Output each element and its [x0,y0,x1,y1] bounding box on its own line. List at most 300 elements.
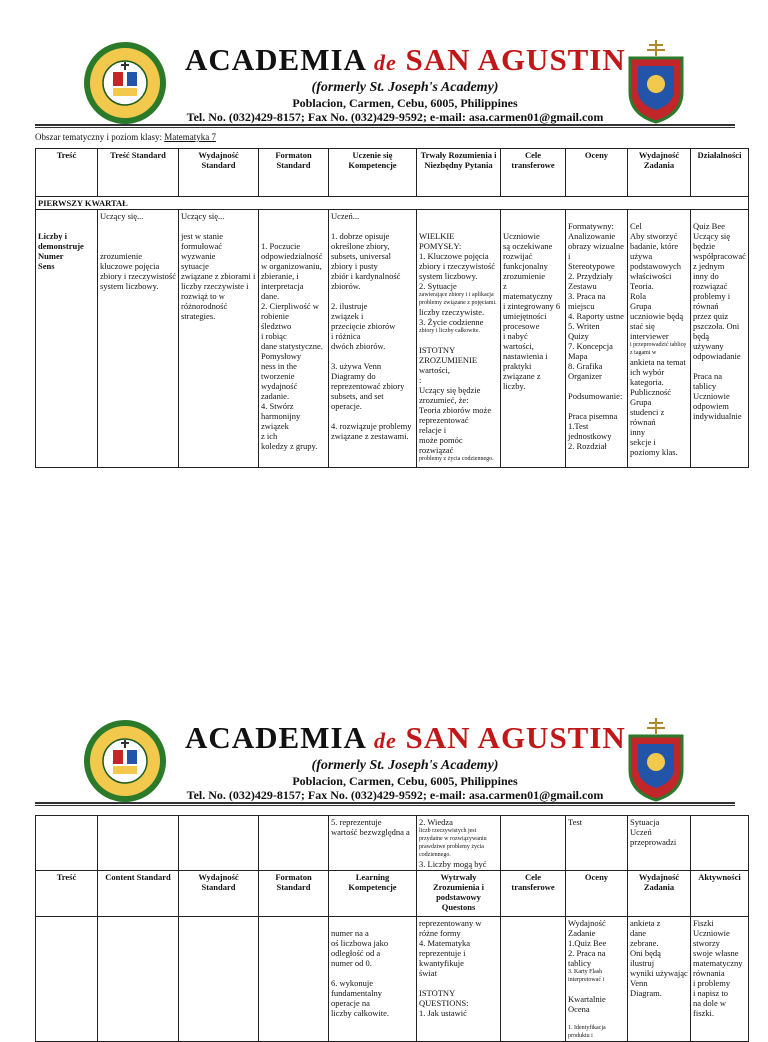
cell-line: przez quiz [693,311,729,321]
cell-line [261,211,326,221]
cell-line: 4. Stwórz [261,401,294,411]
cell-line: relacje i [419,425,447,435]
cell-line [503,221,563,231]
cell-line: Venn [630,978,648,988]
col-header: Wydajność Zadania [628,149,691,197]
cell-line: Test [568,817,583,827]
cell-line: zbiorów. [331,281,361,291]
cell-line: na dole w [693,998,727,1008]
table-row [36,210,749,468]
school-former-name: (formerly St. Joseph's Academy) [311,80,499,95]
cell-line: Cel [630,221,642,231]
cell-line: liczby rzeczywiste. [419,307,485,317]
table-row [36,816,749,871]
header-rule [35,802,735,804]
cell-empty [98,816,179,871]
cell-empty [36,816,98,871]
cell-line: Uczniowie [693,391,730,401]
cell-line: są oczekiwane [503,241,553,251]
cell-line: Pomysłowy [261,351,302,361]
cell-line [331,291,414,301]
col-header: Trwały Rozumienia i Niezbędny Pytania [417,149,501,197]
cell-line: : [419,375,422,385]
cell-line [419,978,498,988]
cell-line [38,221,95,231]
cell-line: zbiory i rzeczywistość [419,261,495,271]
cell-transfer-goals [501,210,566,468]
school-name: ACADEMIA de SAN AGUSTIN [185,42,626,77]
cell-line [181,221,256,231]
cell-line: 1.Test jednostkowy [568,421,612,441]
cell-line: subsets, and set [331,391,384,401]
cell-line: reprezentowany w [419,918,482,928]
cell-line: operacje na [331,998,370,1008]
cell-line [568,211,625,221]
col-header: Cele transferowe [501,149,566,197]
cell-line: dwóch zbiorów. [331,341,386,351]
cell-assessments [566,917,628,1042]
cell-line: zawierające zbiory i i aplikacja [419,292,494,298]
cell-line [331,411,414,421]
cell-line: przydatne w rozwiązywaniu [419,836,487,842]
col-header: Wydajność Zadania [628,871,691,917]
cell-line: Numer [38,251,64,261]
cell-line: związane z [503,371,541,381]
cell-learning-competencies [329,210,417,468]
quarter-label: PIERWSZY KWARTAŁ [36,197,749,210]
cell-line: Uczący się... [181,211,225,221]
cell-line [261,231,326,241]
col-header: Aktywności [691,871,749,917]
cell-line: ZROZUMIENIE wartości, [419,355,478,375]
col-header: Wydajność Standard [179,149,259,197]
school-contact: Tel. No. (032)429-8157; Fax No. (032)429-9592; e-mail: asa.carmen01@gmail.com [186,110,604,124]
cell-understandings [417,917,501,1042]
cell-line [38,211,95,221]
cell-line: 2. Cierpliwość w [261,301,319,311]
cell-line: Liczby i demonstruje [38,231,84,251]
cell-line: Uczeń [630,827,652,837]
col-header: Formaton Standard [259,871,329,917]
col-header: Uczenie się Kompetencje [329,149,417,197]
cell-line: Fiszki [693,918,714,928]
letterhead-bottom [0,718,768,808]
cell-empty [179,816,259,871]
cell-line: z jednym [693,261,725,271]
cell-line: 2. Sytuacje [419,281,457,291]
cell-line: zbiory i rzeczywistość [100,271,176,281]
cell-line: Analizowanie [568,231,616,241]
cell-line: Uczniowie [693,928,730,938]
cell-line: Teoria zbiorów może [419,405,492,415]
cell-understandings [417,210,501,468]
school-former-name: (formerly St. Joseph's Academy) [311,758,499,773]
cell-line: zrozumienie [100,251,143,261]
letterhead-top [0,40,768,130]
cell-line: 5. Writen [568,321,600,331]
cell-line: 2. ilustruje [331,301,368,311]
cell-line: 2. Przydziały Zestawu [568,271,613,291]
cell-line: Quiz Bee [693,221,725,231]
school-address: Poblacion, Carmen, Cebu, 6005, Philippines [292,96,518,110]
col-header: Treść Standard [98,149,179,197]
cell-line: i problemy [693,978,731,988]
cell-line: 4. rozwiązuje problemy [331,421,412,431]
cell-content [36,210,98,468]
cell-line: używa podstawowych [630,251,681,271]
cell-line: wydajność [261,381,298,391]
cell-line: indywidualnie [693,411,742,421]
cell-line: Uczący się będzie [419,385,481,395]
cell-performance-task [628,816,691,871]
cell-line: pszczoła. Oni będą [693,321,740,341]
cell-assessments [566,816,628,871]
header-rule [35,124,735,126]
cell-line: matematyczny [693,958,743,968]
cell-line: świat [419,968,437,978]
cell-line: numer na a [331,928,369,938]
cell-learning-competencies [329,917,417,1042]
cell-line: wyniki używając [630,968,688,978]
cell-line: kwantyfikuje [419,958,464,968]
col-header: Oceny [566,871,628,917]
cell-understandings [417,816,501,871]
cell-line [568,381,625,391]
cell-line: kluczowe pojęcia [100,261,160,271]
cell-line: problemy z życia codziennego. [419,456,494,462]
table-header-row [36,149,749,197]
cell-line: będzie [693,241,716,251]
cell-line: ankieta z [630,918,661,928]
cell-line: Uczący się... [100,211,144,221]
cell-line [100,231,176,241]
cell-line: liczb rzeczywistych jest [419,828,477,834]
cell-line: i przeprowadzić tablicę z tagami w [630,342,686,356]
cell-line: Wydajność [568,918,606,928]
cell-line: formułować [181,241,223,251]
cell-line: przecięcie zbiorów [331,321,396,331]
cell-line [331,351,414,361]
cell-line: studenci z równań [630,407,665,427]
cell-line: zadanie. [261,391,290,401]
cell-line: zebrane. [630,938,659,948]
cell-line: reprezentować [419,415,469,425]
cell-line [331,968,414,978]
cell-line: Aby stworzyć [630,231,678,241]
cell-line: związek [261,421,289,431]
cell-line: funkcjonalny [503,261,548,271]
cell-line [503,211,563,221]
cell-line: i napisz to [693,988,728,998]
cell-line: Kwartalnie [568,994,606,1004]
cell-line [568,1014,625,1024]
cell-line: zrozumienie [503,271,546,281]
cell-line: Mapa [568,351,588,361]
cell-formation-standard [259,210,329,468]
col-header: Cele transferowe [501,871,566,917]
cell-line: zbieranie, i [261,271,299,281]
cell-line: sekcje i [630,437,656,447]
cell-line: Grupa [630,301,652,311]
cell-line: system liczbowy. [419,271,478,281]
cell-line: rozwiązać [693,281,728,291]
cell-line: 1. Identyfikacja produktu i [568,1025,606,1039]
cell-line: swoje własne [693,948,739,958]
cell-line: i robiąc [261,331,287,341]
table-header-row [36,871,749,917]
cell-line: 4. Matematyka [419,938,470,948]
cell-line: kategoria. [630,377,664,387]
cell-line: Quizy [568,331,589,341]
cell-line: 1.Quiz Bee [568,938,607,948]
cell-line: związane z zestawami. [331,431,409,441]
cell-line: QUESTIONS: [419,998,469,1008]
cell-line: inny do [693,271,719,281]
subject-value: Matematyka 7 [164,132,216,142]
cell-line: 4. Raporty ustne [568,311,624,321]
cell-line: 3. Karty Flash interpretować i [568,969,605,983]
cell-line: ich wybór [630,367,665,377]
cell-line: ISTOTNY [419,988,456,998]
cell-line: równań [693,301,719,311]
cell-line: Stereotypowe [568,261,615,271]
cell-line: uczniowie będą [630,311,684,321]
cell-performance-task [628,210,691,468]
col-header: Learning Kompetencje [329,871,417,917]
cell-empty [259,917,329,1042]
cell-line: Uczniowie [503,231,540,241]
cell-line: i nabyć [503,331,528,341]
cell-line: interviewer [630,331,669,341]
cell-line: praktyki [503,361,532,371]
cell-line: poziomy klas. [630,447,678,457]
cell-line: stać się [630,321,655,331]
cell-line: Diagram. [630,988,662,998]
cell-line: ISTOTNY [419,345,456,355]
cell-line: 2. Wiedza [419,817,453,827]
cell-line: fundamentalny [331,988,382,998]
header-rule-thin [35,127,735,128]
cell-line [100,241,176,251]
cell-line: Publiczność [630,387,672,397]
curriculum-map-table-2 [35,815,749,1042]
cell-empty [179,917,259,1042]
cell-line: tworzenie [261,371,295,381]
cell-line: Uczeń... [331,211,360,221]
cell-line: Oni będą [630,948,661,958]
cell-empty [259,816,329,871]
cell-assessments [566,210,628,468]
cell-line: umiejętności procesowe [503,311,547,331]
cell-line: 7. Koncepcja [568,341,613,351]
cell-line: Organizer [568,371,602,381]
cell-line: określone zbiory, [331,241,390,251]
cell-line: liczby rzeczywiste i [181,281,249,291]
cell-line: wartości, [503,341,534,351]
cell-line: rozwiąż to w [181,291,225,301]
crest-logo [624,40,688,124]
cell-line: odpowiedzialność [261,251,323,261]
cell-line: właściwości [630,271,672,281]
cell-line: prawdziwe problemy życia codziennego. [419,844,484,858]
cell-line: 3. używa Venn [331,361,382,371]
cell-line: odpowiem [693,401,729,411]
col-header: Działalności [691,149,749,197]
cell-learning-competencies [329,816,417,871]
cell-line [419,211,498,221]
cell-line: może pomóc rozwiązać [419,435,463,455]
cell-line: wyzwanie [181,251,216,261]
cell-line: reprezentuje i [419,948,466,958]
cell-line: system liczbowy. [100,281,159,291]
cell-line: zbiór i kardynalność [331,271,401,281]
cell-line: z [503,281,507,291]
cell-content-standard [98,210,179,468]
cell-line: 1. Jak ustawić [419,1008,467,1018]
cell-line: Diagramy do [331,371,376,381]
cell-line: Teoria. [630,281,654,291]
cell-line: matematyczny [503,291,553,301]
cell-line: ness in the [261,361,297,371]
subject-line [35,132,216,142]
cell-line: subsets, universal [331,251,391,261]
cell-line: Podsumowanie: [568,391,623,401]
cell-line: Uczący się [693,231,731,241]
header-rule-thin [35,805,735,806]
cell-line: wartość bezwzględna a [331,827,410,837]
cell-line: równania [693,968,725,978]
cell-line: odległość od a [331,948,381,958]
cell-line: zbiory i liczby całkowite. [419,328,480,334]
school-contact: Tel. No. (032)429-8157; Fax No. (032)429-9592; e-mail: asa.carmen01@gmail.com [186,788,604,802]
quarter-row [36,197,749,210]
subject-label: Obszar tematyczny i poziom klasy: [35,132,165,142]
cell-line: Rola [630,291,647,301]
cell-empty [691,816,749,871]
cell-empty [501,917,566,1042]
cell-line: różnorodność [181,301,228,311]
cell-line: jest w stanie [181,231,224,241]
cell-line [100,221,176,231]
cell-line: numer od 0. [331,958,372,968]
cell-line: ilustruj [630,958,655,968]
col-header: Wytrwały Zrozumienia i podstawowy Questons [417,871,501,917]
cell-empty [501,816,566,871]
cell-line: strategies. [181,311,216,321]
cell-line: z ich [261,431,278,441]
cell-line: WIELKIE POMYSŁY: [419,231,462,251]
cell-line [331,221,414,231]
cell-line: problemy związane z pojęciami. [419,300,497,306]
cell-line: zrozumieć, że: [419,395,469,405]
cell-line: Praca na tablicy [693,371,723,391]
cell-empty [98,917,179,1042]
cell-performance-task [628,917,691,1042]
cell-line: Ocena [568,1004,590,1014]
cell-line: liczby całkowite. [331,1008,390,1018]
cell-line [568,984,625,994]
cell-line: interpretacja [261,281,304,291]
cell-line: badanie, które [630,241,679,251]
cell-line: dane [630,928,647,938]
cell-line: w organizowaniu, [261,261,322,271]
cell-line: 6. wykonuje [331,978,374,988]
col-header: Treść [36,871,98,917]
cell-line: odpowiadanie [693,351,741,361]
cell-line: koledzy z grupy. [261,441,318,451]
cell-line: 3. Życie codzienne [419,317,484,327]
cell-line: Sens [38,261,55,271]
cell-line [568,401,625,411]
cell-line: Formatywny: [568,221,614,231]
col-header: Formaton Standard [259,149,329,197]
cell-line: oś liczbowa jako [331,938,389,948]
cell-line: używany [693,341,724,351]
curriculum-map-table-1 [35,148,749,468]
cell-line: związane z zbiorami i [181,271,256,281]
col-header: Treść [36,149,98,197]
cell-line [693,211,746,221]
cell-line: rozwijać [503,251,533,261]
cell-line: dane statystyczne. [261,341,323,351]
cell-empty [36,917,98,1042]
cell-line: 3. Praca na miejscu [568,291,606,311]
cell-line: liczby. [503,381,526,391]
cell-line: 1. Kluczowe pojęcia [419,251,489,261]
cell-line [419,221,498,231]
cell-line: i różnica [331,331,361,341]
col-header: Wydajność Standard [179,871,259,917]
cell-line: 8. Grafika [568,361,603,371]
cell-line: i [568,251,571,261]
cell-line: nastawienia i [503,351,548,361]
cell-line [630,211,688,221]
cell-performance-standard [179,210,259,468]
col-header: Oceny [566,149,628,197]
cell-line: i zintegrowany 6 [503,301,561,311]
cell-line: 1. Poczucie [261,241,301,251]
cell-line: 3. Liczby mogą być [419,859,487,869]
cell-activities [691,917,749,1042]
cell-line: przeprowadzi [630,837,677,847]
cell-line [331,918,414,928]
school-address: Poblacion, Carmen, Cebu, 6005, Philippines [292,774,518,788]
table-row [36,917,749,1042]
crest-logo [624,718,688,802]
cell-line: operacje. [331,401,362,411]
cell-line: Praca pisemna [568,411,618,421]
cell-line: inny [630,427,646,437]
cell-line: Zadanie [568,928,596,938]
cell-line: harmonijny [261,411,301,421]
cell-line: 1. dobrze opisuje [331,231,390,241]
cell-line: stworzy [693,938,720,948]
cell-line: reprezentować zbiory [331,381,405,391]
col-header: Content Standard [98,871,179,917]
cell-line: sytuacje [181,261,209,271]
cell-line: ankieta na temat [630,357,686,367]
cell-line: związek i [331,311,364,321]
cell-line [261,221,326,231]
cell-line [419,335,498,345]
cell-line: 5. reprezentuje [331,817,382,827]
cell-line: 2. Praca na tablicy [568,948,606,968]
cell-line: problemy i [693,291,731,301]
cell-activities [691,210,749,468]
cell-line: robienie [261,311,289,321]
cell-line: fiszki. [693,1008,715,1018]
cell-line: Grupa [630,397,652,407]
